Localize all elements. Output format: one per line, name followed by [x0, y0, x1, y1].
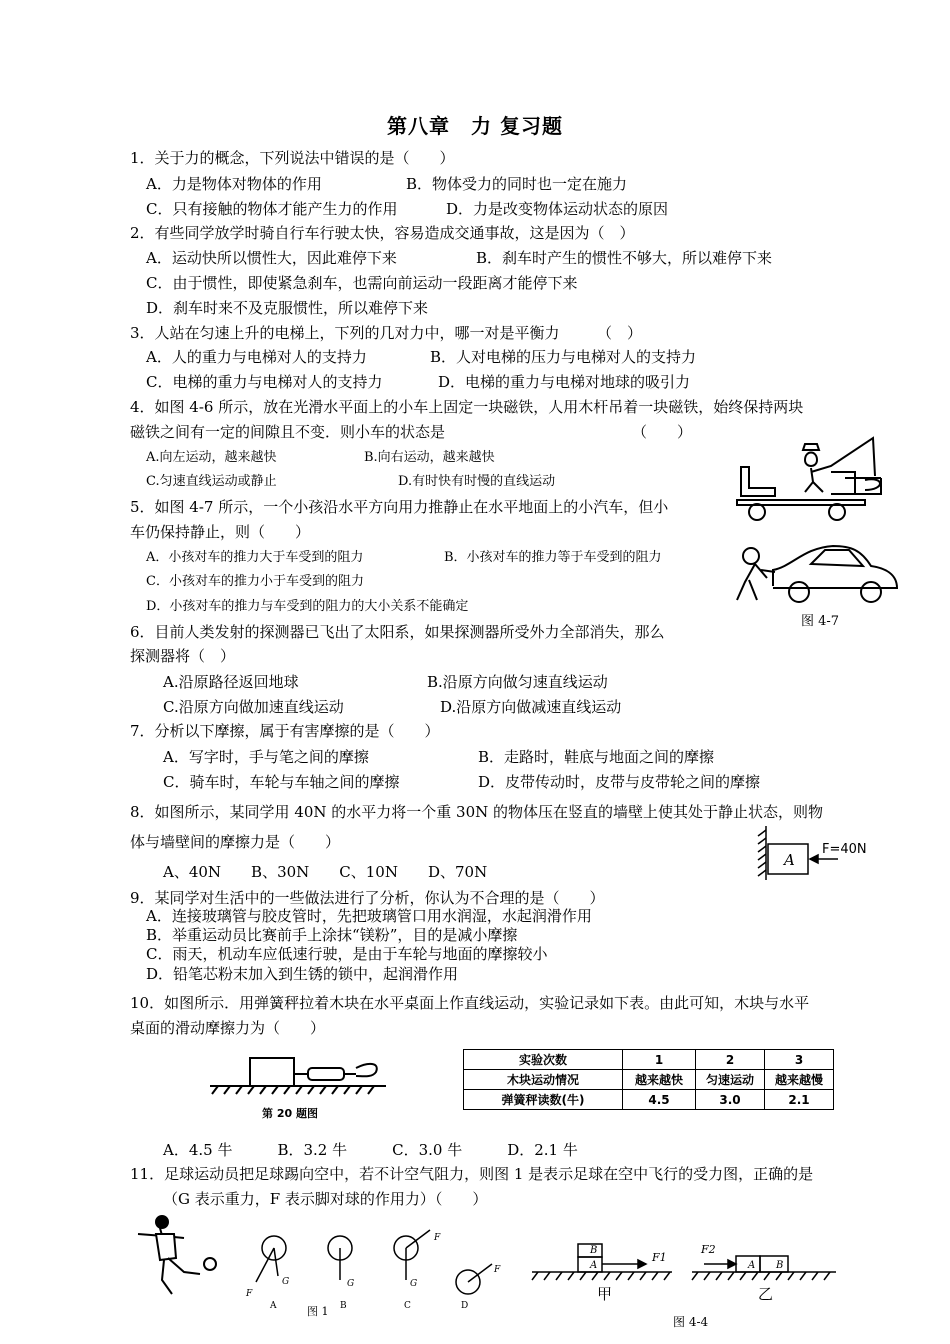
q5-option-d[interactable]: D．小孩对车的推力与车受到的阻力的大小关系不能确定 — [146, 599, 469, 614]
q5-option-c[interactable]: C．小孩对车的推力小于车受到的阻力 — [146, 574, 364, 589]
yi-force-f2: F2 — [701, 1243, 716, 1256]
jia-force-f1: F1 — [652, 1251, 667, 1264]
table-cell: 越来越慢 — [765, 1070, 834, 1090]
q4-option-a[interactable]: A.向左运动，越来越快 — [146, 450, 277, 465]
q9-option-c[interactable]: C．雨天，机动车应低速行驶，是由于车轮与地面的摩擦较小 — [146, 945, 548, 963]
table-cell: 弹簧秤读数(牛) — [464, 1090, 623, 1110]
q10-options[interactable]: A．4.5 牛 B．3.2 牛 C．3.0 牛 D．2.1 牛 — [163, 1141, 578, 1159]
figure-4-7-caption: 图 4-7 — [801, 614, 840, 629]
q6-stem-line1: 6．目前人类发射的探测器已飞出了太阳系，如果探测器所受外力全部消失，那么 — [130, 623, 665, 641]
q8-options[interactable]: A、40N B、30N C、10N D、70N — [163, 863, 488, 881]
figure-spring-scale — [208, 1052, 388, 1104]
table-cell: 匀速运动 — [696, 1070, 765, 1090]
q7-option-b[interactable]: B．走路时，鞋底与地面之间的摩擦 — [478, 748, 715, 766]
table-cell: 木块运动情况 — [464, 1070, 623, 1090]
q6-option-b[interactable]: B.沿原方向做匀速直线运动 — [427, 673, 608, 691]
q1-option-b[interactable]: B．物体受力的同时也一定在施力 — [406, 175, 628, 193]
q2-option-d[interactable]: D．刹车时来不及克服惯性，所以难停下来 — [146, 299, 429, 317]
q10-figure-caption: 第 20 题图 — [262, 1107, 318, 1120]
q4-option-d[interactable]: D.有时快有时慢的直线运动 — [398, 474, 556, 489]
q6-stem-line2: 探测器将（ ） — [130, 647, 236, 665]
figure-4-4-caption: 图 4-4 — [673, 1315, 709, 1329]
figure-4-4-jia — [532, 1240, 672, 1286]
q5-option-a[interactable]: A．小孩对车的推力大于车受到的阻力 — [146, 550, 364, 565]
table-header: 1 — [623, 1050, 696, 1070]
q3-option-a[interactable]: A．人的重力与电梯对人的支持力 — [146, 348, 367, 366]
q8-stem-line1: 8．如图所示，某同学用 40N 的水平力将一个重 30N 的物体压在竖直的墙壁上使其处于静止状态，则物 — [130, 803, 824, 821]
q6-option-d[interactable]: D.沿原方向做减速直线运动 — [440, 698, 622, 716]
yi-block-a: A — [748, 1260, 756, 1271]
q10-stem-line1: 10．如图所示．用弹簧秤拉着木块在水平桌面上作直线运动，实验记录如下表。由此可知，木块与水平 — [130, 994, 810, 1012]
q2-option-a[interactable]: A．运动快所以惯性大，因此难停下来 — [146, 249, 397, 267]
table-cell: 3.0 — [696, 1090, 765, 1110]
q3-option-d[interactable]: D．电梯的重力与电梯对地球的吸引力 — [438, 373, 691, 391]
diagram-b-g: G — [347, 1279, 355, 1289]
q8-block-label: A — [784, 851, 795, 869]
diagram-label-d: D — [461, 1301, 469, 1311]
q11-stem-line2: （G 表示重力，F 表示脚对球的作用力）（ ） — [163, 1190, 488, 1208]
q11-stem-line1: 11．足球运动员把足球踢向空中，若不计空气阻力，则图 1 是表示足球在空中飞行的受力图，正确的是 — [130, 1165, 814, 1183]
q7-option-a[interactable]: A．写字时，手与笔之间的摩擦 — [163, 748, 369, 766]
figure-1-caption: 图 1 — [307, 1305, 329, 1318]
jia-label: 甲 — [597, 1285, 613, 1303]
q10-data-table — [463, 1049, 834, 1110]
diagram-label-b: B — [340, 1301, 347, 1311]
q10-stem-line2: 桌面的滑动摩擦力为（ ） — [130, 1019, 326, 1037]
q2-stem: 2．有些同学放学时骑自行车行驶太快，容易造成交通事故，这是因为（ ） — [130, 224, 635, 242]
diagram-label-a: A — [270, 1301, 277, 1311]
diagram-c-g: G — [410, 1279, 418, 1289]
diagram-label-c: C — [404, 1301, 411, 1311]
q3-option-b[interactable]: B．人对电梯的压力与电梯对人的支持力 — [430, 348, 697, 366]
q5-stem-line1: 5．如图 4-7 所示，一个小孩沿水平方向用力推静止在水平地面上的小汽车，但小 — [130, 498, 669, 516]
q9-option-a[interactable]: A．连接玻璃管与胶皮管时，先把玻璃管口用水润湿，水起润滑作用 — [146, 907, 592, 925]
q1-option-c[interactable]: C．只有接触的物体才能产生力的作用 — [146, 200, 398, 218]
page-title: 第八章 力 复习题 — [387, 114, 563, 138]
q2-option-b[interactable]: B．刹车时产生的惯性不够大，所以难停下来 — [476, 249, 773, 267]
table-row — [464, 1070, 834, 1090]
q5-stem-line2: 车仍保持静止，则（ ） — [130, 523, 311, 541]
q4-option-b[interactable]: B.向右运动，越来越快 — [364, 450, 495, 465]
q9-option-b[interactable]: B．举重运动员比赛前手上涂抹“镁粉”，目的是减小摩擦 — [146, 926, 518, 944]
table-cell: 2.1 — [765, 1090, 834, 1110]
table-header: 3 — [765, 1050, 834, 1070]
table-row — [464, 1050, 834, 1070]
table-header: 2 — [696, 1050, 765, 1070]
q4-stem-line1: 4．如图 4-6 所示，放在光滑水平面上的小车上固定一块磁铁，人用木杆吊着一块磁铁，始终保持两块 — [130, 398, 804, 416]
q7-stem: 7．分析以下摩擦，属于有害摩擦的是（ ） — [130, 722, 440, 740]
q8-force-label: F=40N — [822, 842, 867, 857]
q4-option-c[interactable]: C.匀速直线运动或静止 — [146, 474, 277, 489]
q7-option-d[interactable]: D．皮带传动时，皮带与皮带轮之间的摩擦 — [478, 773, 761, 791]
q6-option-a[interactable]: A.沿原路径返回地球 — [163, 673, 299, 691]
q2-option-c[interactable]: C．由于惯性，即使紧急刹车，也需向前运动一段距离才能停下来 — [146, 274, 578, 292]
q3-stem: 3．人站在匀速上升的电梯上，下列的几对力中，哪一对是平衡力 （ ） — [130, 324, 643, 342]
q1-option-d[interactable]: D．力是改变物体运动状态的原因 — [446, 200, 669, 218]
q9-option-d[interactable]: D．铅笔芯粉末加入到生锈的锁中，起润滑作用 — [146, 965, 459, 983]
q4-answer-paren: （ ） — [632, 423, 693, 441]
q7-option-c[interactable]: C．骑车时，车轮与车轴之间的摩擦 — [163, 773, 400, 791]
jia-block-a: A — [590, 1260, 598, 1271]
diagram-c-f: F — [434, 1233, 441, 1243]
table-cell: 越来越快 — [623, 1070, 696, 1090]
q5-option-b[interactable]: B．小孩对车的推力等于车受到的阻力 — [444, 550, 662, 565]
soccer-player-illustration — [132, 1214, 224, 1298]
jia-block-b: B — [590, 1245, 598, 1256]
diagram-a-g: G — [282, 1277, 290, 1287]
figure-4-6-cart-magnet — [735, 432, 890, 524]
q1-option-a[interactable]: A．力是物体对物体的作用 — [146, 175, 322, 193]
q3-option-c[interactable]: C．电梯的重力与电梯对人的支持力 — [146, 373, 383, 391]
q1-stem: 1．关于力的概念，下列说法中错误的是（ ） — [130, 149, 455, 167]
table-row — [464, 1090, 834, 1110]
yi-block-b: B — [776, 1260, 784, 1271]
table-header: 实验次数 — [464, 1050, 623, 1070]
table-cell: 4.5 — [623, 1090, 696, 1110]
yi-label: 乙 — [758, 1285, 774, 1303]
q6-option-c[interactable]: C.沿原方向做加速直线运动 — [163, 698, 344, 716]
figure-4-7-child-car — [733, 538, 901, 608]
diagram-d-f: F — [494, 1265, 501, 1275]
q8-stem-line2: 体与墙壁间的摩擦力是（ ） — [130, 833, 341, 851]
diagram-a-f: F — [246, 1289, 253, 1299]
q9-stem: 9．某同学对生活中的一些做法进行了分析，你认为不合理的是（ ） — [130, 889, 605, 907]
force-diagrams-abcd — [240, 1226, 510, 1308]
q4-stem-line2: 磁铁之间有一定的间隙且不变．则小车的状态是 — [130, 423, 446, 441]
